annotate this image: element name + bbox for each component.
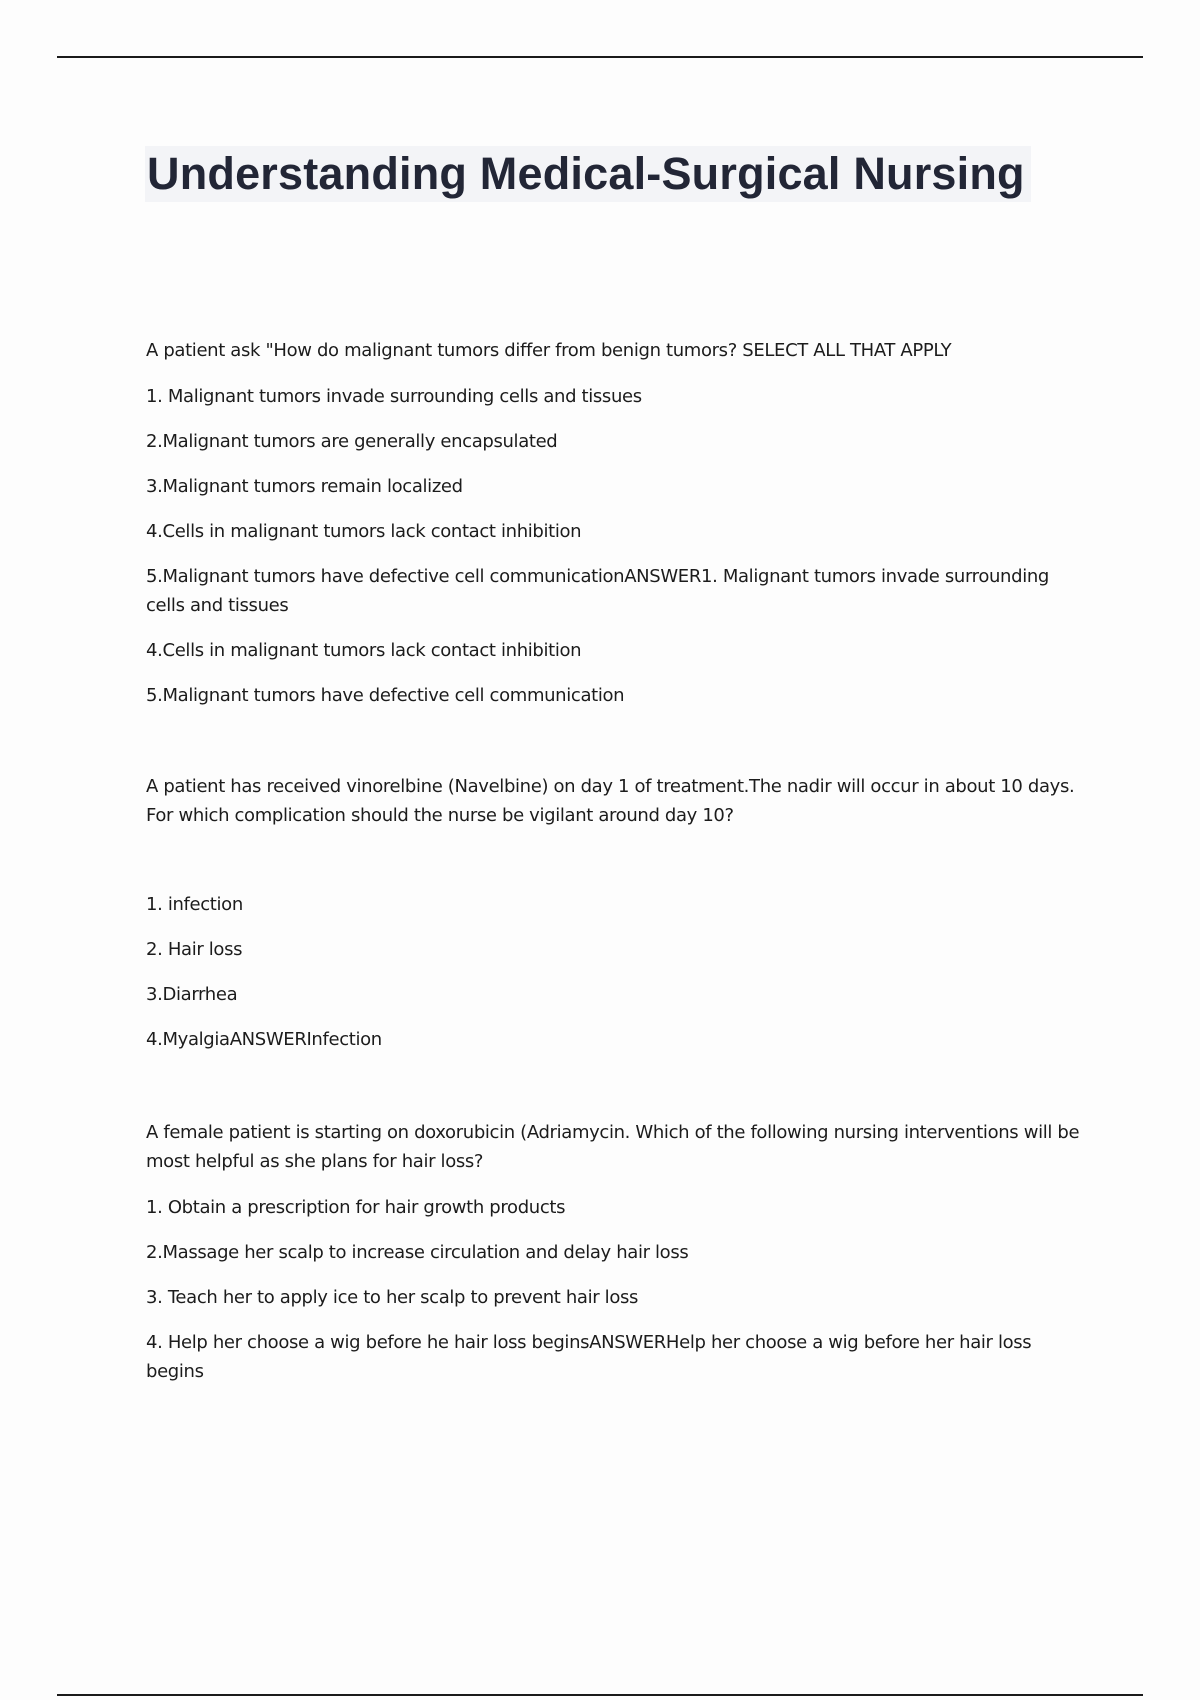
question-2	[146, 772, 1086, 1054]
answer-option: 3.Malignant tumors remain localized	[146, 476, 463, 497]
title-highlight	[145, 146, 1031, 202]
answer-option: 5.Malignant tumors have defective cell communication	[146, 685, 625, 706]
answer-option: 2.Massage her scalp to increase circulation and delay hair loss	[146, 1242, 689, 1263]
document-body	[146, 336, 1086, 1402]
answer-option: 3. Teach her to apply ice to her scalp to prevent hair loss	[146, 1287, 639, 1308]
answer-option: 2. Hair loss	[146, 939, 243, 960]
question-3	[146, 1118, 1086, 1386]
answer-option: 4.Cells in malignant tumors lack contact inhibition	[146, 521, 582, 542]
answer-option: 1. Obtain a prescription for hair growth products	[146, 1197, 566, 1218]
document-title: Understanding Medical-Surgical Nursing	[147, 148, 1025, 199]
answer-option: 2.Malignant tumors are generally encapsulated	[146, 431, 558, 452]
question-1	[146, 336, 1086, 710]
answer-option: 4. Help her choose a wig before he hair loss beginsANSWERHelp her choose a wig before her hair loss begins	[146, 1332, 1032, 1382]
answer-option: 5.Malignant tumors have defective cell communicationANSWER1. Malignant tumors invade surrounding cells and tissues	[146, 566, 1049, 616]
answer-option: 4.Cells in malignant tumors lack contact inhibition	[146, 640, 582, 661]
question-prompt: A patient has received vinorelbine (Navelbine) on day 1 of treatment.The nadir will occur in about 10 days. For which complication should the nurse be vigilant around day 10?	[146, 776, 1075, 826]
answer-option: 1. infection	[146, 894, 243, 915]
answer-option: 4.MyalgiaANSWERInfection	[146, 1029, 382, 1050]
question-prompt: A female patient is starting on doxorubicin (Adriamycin. Which of the following nursing interventions will be most helpful as she plans for hair loss?	[146, 1122, 1080, 1172]
bottom-rule	[57, 1694, 1143, 1696]
answer-option: 3.Diarrhea	[146, 984, 238, 1005]
question-prompt: A patient ask "How do malignant tumors differ from benign tumors? SELECT ALL THAT APPLY	[146, 340, 952, 361]
top-rule	[57, 56, 1143, 58]
answer-option: 1. Malignant tumors invade surrounding cells and tissues	[146, 386, 642, 407]
